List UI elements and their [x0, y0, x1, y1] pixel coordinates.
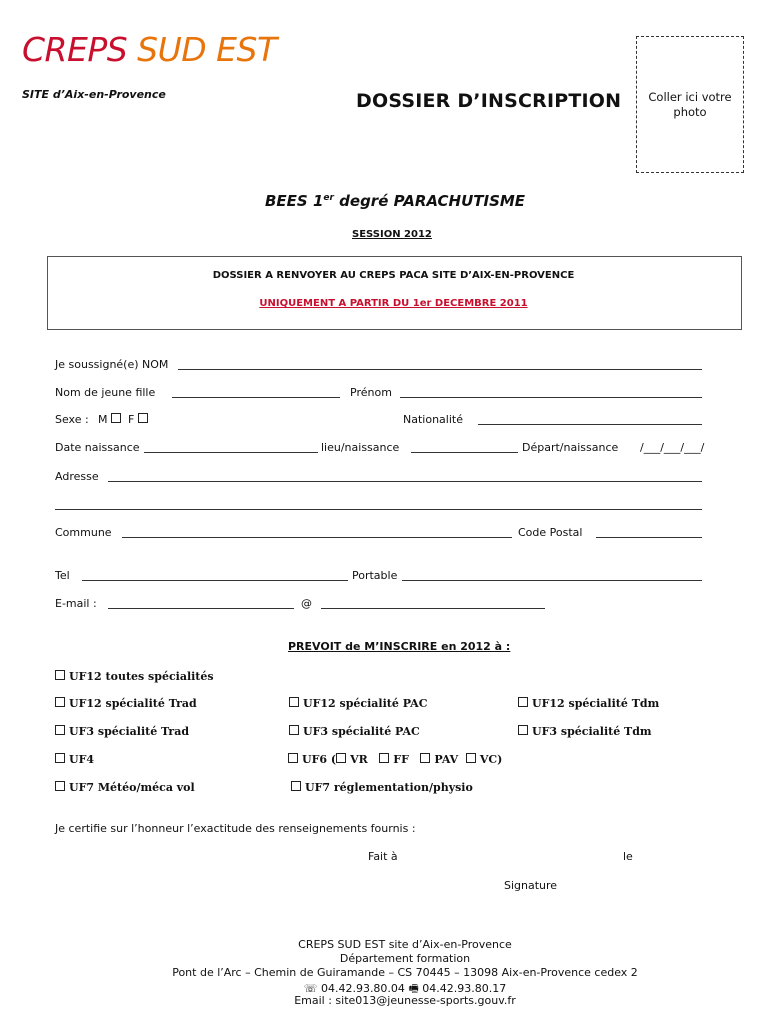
uf3-pac-option[interactable] [289, 725, 420, 738]
code-postal-field[interactable] [596, 537, 702, 538]
email-domain-field[interactable] [321, 608, 545, 609]
photo-label: Coller ici votre photo [648, 90, 732, 119]
uf12-pac-checkbox[interactable] [289, 697, 299, 707]
nom-jeune-fille-field[interactable] [172, 397, 340, 398]
uf3-tdm-option[interactable] [518, 725, 652, 738]
date-naissance-field[interactable] [144, 452, 318, 453]
tel-field[interactable] [82, 580, 348, 581]
adresse-field-line1[interactable] [108, 481, 702, 482]
uf3-tdm-checkbox[interactable] [518, 725, 528, 735]
le-label: le [623, 850, 633, 863]
portable-field[interactable] [402, 580, 702, 581]
uf6-ff-label: FF [393, 753, 409, 766]
notice-frame [47, 256, 742, 330]
notice-line2: UNIQUEMENT A PARTIR DU 1er DECEMBRE 2011 [259, 298, 528, 309]
date-naissance-label: Date naissance [55, 441, 140, 454]
sexe-m-label: M [98, 413, 108, 426]
depart-naissance-label: Départ/naissance [522, 441, 619, 454]
email-at: @ [301, 597, 312, 610]
portable-label: Portable [352, 569, 398, 582]
uf4-option[interactable] [55, 753, 94, 766]
uf12-trad-option[interactable] [55, 697, 197, 710]
footer-line2: Département formation [339, 952, 471, 965]
uf6-vr-label: VR [350, 753, 368, 766]
sexe-label: Sexe : [55, 413, 89, 426]
site-label: SITE d’Aix-en-Provence [22, 88, 166, 101]
uf6-vc-checkbox[interactable] [466, 753, 476, 763]
uf3-trad-checkbox[interactable] [55, 725, 65, 735]
uf12-trad-label: UF12 spécialité Trad [69, 697, 197, 710]
uf6-vc-label: VC) [479, 753, 503, 766]
session-label: SESSION 2012 [352, 229, 432, 240]
fait-a-label: Fait à [368, 850, 398, 863]
uf7-meteo-label: UF7 Météo/méca vol [69, 781, 195, 794]
footer-line4: ☏ 04.42.93.80.04 🖷 04.42.93.80.17 [303, 982, 507, 995]
date-slashes[interactable]: /___/___/___/ [640, 441, 705, 454]
prevoit-heading: PREVOIT de M’INSCRIRE en 2012 à : [288, 640, 511, 653]
uf6-checkbox[interactable] [288, 753, 298, 763]
uf7-regl-option[interactable] [291, 781, 473, 794]
nom-field[interactable] [178, 369, 702, 370]
sexe-m-checkbox[interactable] [111, 413, 121, 423]
sexe-f-label: F [128, 413, 135, 426]
commune-field[interactable] [122, 537, 512, 538]
creps-logo [22, 30, 277, 69]
course-title-rest: degré PARACHUTISME [333, 192, 526, 210]
uf12-all-option[interactable] [55, 670, 214, 683]
uf12-all-label: UF12 toutes spécialités [69, 670, 214, 683]
logo-part1: CREPS [22, 30, 128, 69]
uf7-regl-label: UF7 réglementation/physio [305, 781, 473, 794]
adresse-field-line2[interactable] [55, 509, 702, 510]
code-postal-label: Code Postal [518, 526, 583, 539]
document-title: DOSSIER D’INSCRIPTION [356, 90, 622, 112]
uf7-meteo-checkbox[interactable] [55, 781, 65, 791]
uf6-option[interactable] [288, 753, 502, 766]
uf4-label: UF4 [69, 753, 95, 766]
nom-jeune-fille-label: Nom de jeune fille [55, 386, 156, 399]
certification-text: Je certifie sur l’honneur l’exactitude des renseignements fournis : [55, 822, 416, 835]
uf3-trad-option[interactable] [55, 725, 189, 738]
email-label: E-mail : [55, 597, 97, 610]
uf3-pac-label: UF3 spécialité PAC [303, 725, 420, 738]
uf4-checkbox[interactable] [55, 753, 65, 763]
footer-line1: CREPS SUD EST site d’Aix-en-Provence [298, 938, 512, 951]
uf6-label: UF6 ( [302, 753, 337, 766]
uf12-pac-label: UF12 spécialité PAC [303, 697, 428, 710]
uf3-pac-checkbox[interactable] [289, 725, 299, 735]
nationalite-label: Nationalité [403, 413, 463, 426]
lieu-naissance-field[interactable] [411, 452, 518, 453]
course-title [265, 192, 525, 210]
sexe-m-option[interactable] [98, 413, 125, 426]
uf7-regl-checkbox[interactable] [291, 781, 301, 791]
uf12-all-checkbox[interactable] [55, 670, 65, 680]
uf6-ff-checkbox[interactable] [379, 753, 389, 763]
uf12-pac-option[interactable] [289, 697, 427, 710]
uf12-tdm-option[interactable] [518, 697, 659, 710]
uf12-tdm-checkbox[interactable] [518, 697, 528, 707]
footer-line5: Email : site013@jeunesse-sports.gouv.fr [294, 994, 516, 1007]
uf12-tdm-label: UF12 spécialité Tdm [532, 697, 660, 710]
prenom-label: Prénom [350, 386, 392, 399]
sexe-f-checkbox[interactable] [138, 413, 148, 423]
course-title-main: BEES 1 [265, 192, 324, 210]
email-user-field[interactable] [108, 608, 294, 609]
uf6-pav-checkbox[interactable] [420, 753, 430, 763]
notice-line1: DOSSIER A RENVOYER AU CREPS PACA SITE D’AIX-EN-PROVENCE [212, 270, 575, 281]
commune-label: Commune [55, 526, 112, 539]
adresse-label: Adresse [55, 470, 99, 483]
footer-line3: Pont de l’Arc – Chemin de Guiramande – CS 70445 – 13098 Aix-en-Provence cedex 2 [172, 966, 638, 979]
signature-label: Signature [504, 879, 558, 892]
nom-label: Je soussigné(e) NOM [55, 358, 169, 371]
tel-label: Tel [55, 569, 70, 582]
lieu-naissance-label: lieu/naissance [321, 441, 400, 454]
uf3-tdm-label: UF3 spécialité Tdm [532, 725, 652, 738]
logo-part2: SUD EST [137, 30, 277, 69]
prenom-field[interactable] [400, 397, 702, 398]
uf6-vr-checkbox[interactable] [336, 753, 346, 763]
course-title-sup: er [323, 193, 334, 203]
uf3-trad-label: UF3 spécialité Trad [69, 725, 190, 738]
uf12-trad-checkbox[interactable] [55, 697, 65, 707]
sexe-f-option[interactable] [128, 413, 152, 426]
uf7-meteo-option[interactable] [55, 781, 195, 794]
nationalite-field[interactable] [478, 424, 702, 425]
uf6-pav-label: PAV [434, 753, 459, 766]
